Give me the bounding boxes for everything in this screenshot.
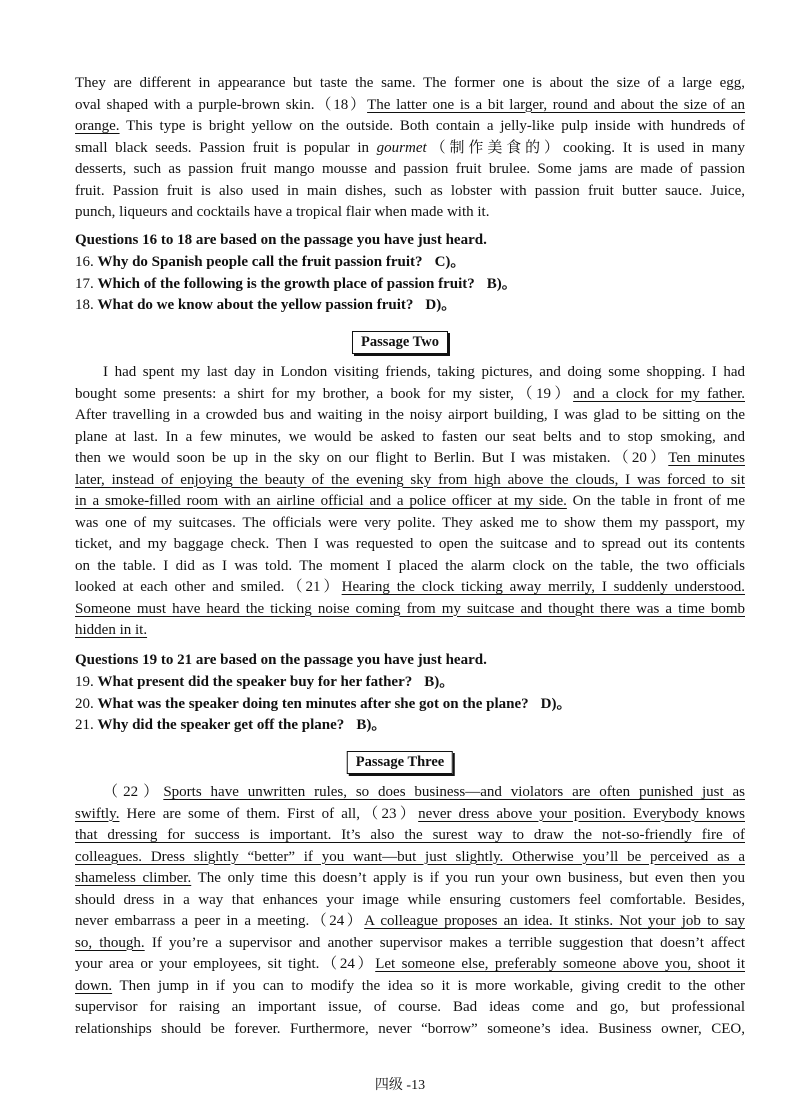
underlined-answer-text: so, though. — [75, 934, 145, 951]
text-line — [75, 599, 745, 621]
text-line — [75, 448, 745, 470]
text-segment: oval shaped with a purple-brown skin.（18） — [75, 96, 368, 113]
text-line — [75, 95, 745, 117]
question-answer: D)。 — [540, 695, 572, 712]
text-line — [75, 181, 745, 203]
underlined-answer-text: down. — [75, 977, 113, 994]
text-segment: your area or your employees, sit tight.（24） — [75, 956, 376, 972]
passage-one-ending — [75, 73, 745, 224]
text-segment: This type is bright yellow on the outside. Both contain a jelly-like pulp inside with hundreds of — [119, 118, 745, 134]
text-segment: looked at each other and smiled.（21） — [75, 579, 342, 595]
text-segment: Then jump in if you can to modify the idea so it is more workable, giving credit to the other — [112, 977, 745, 994]
text-segment: They are different in appearance but taste the same. The former one is about the size of a large egg, — [75, 75, 745, 91]
question-item — [75, 694, 745, 716]
text-segment: punch, liqueurs and cocktails have a tropical flair when made with it. — [75, 204, 490, 220]
text-line — [75, 976, 745, 998]
text-line — [75, 577, 745, 599]
questions-heading: Questions 16 to 18 are based on the passage you have just heard. — [75, 232, 487, 248]
question-item — [75, 295, 745, 317]
text-segment: supervisor for raising an important issue, of course. Bad ideas come and go, but professional — [75, 999, 745, 1015]
text-line — [75, 405, 745, 427]
question-item — [75, 274, 745, 296]
question-item — [75, 672, 745, 694]
section-title-passage-two: Passage Two — [352, 331, 448, 354]
page-number: 四级 -13 — [374, 1078, 426, 1093]
underlined-answer-text: colleagues. Dress slightly “better” if you want—but just slightly. Otherwise you’ll be perceived as a — [75, 848, 745, 865]
text-line — [75, 782, 745, 804]
questions-16-18 — [75, 230, 745, 317]
text-line — [75, 427, 745, 449]
underlined-answer-text: that dressing for success is important. It’s also the surest way to draw the not-so-friendly fire of — [75, 827, 745, 843]
text-segment: （制作美食的）cooking. It is used in many — [426, 139, 745, 156]
text-line — [75, 491, 745, 513]
text-line — [75, 954, 745, 976]
text-segment: bought some presents: a shirt for my brother, a book for my sister,（19） — [75, 385, 574, 402]
text-segment: Here are some of them. First of all,（23） — [119, 805, 419, 822]
text-segment: ticket, and my baggage check. Then I was requested to open the suitcase and to spread out its contents — [75, 536, 745, 552]
text-line — [75, 825, 745, 847]
text-segment: If you’re a supervisor and another supervisor makes a terrible suggestion that doesn’t affect — [144, 934, 745, 951]
text-segment: desserts, such as passion fruit mango mousse and passion fruit brulee. Some jams are made of passion — [75, 161, 745, 177]
text-line — [75, 116, 745, 138]
question-text: Why did the speaker get off the plane? — [97, 717, 345, 734]
text-line — [75, 847, 745, 869]
question-answer: B)。 — [486, 275, 517, 292]
text-segment: small black seeds. Passion fruit is popular in — [75, 139, 377, 156]
question-answer: D)。 — [425, 297, 457, 314]
text-segment: on the table. I did as I was told. The moment I placed the alarm clock on the table, the two officials — [75, 557, 745, 574]
underlined-answer-text: Sports have unwritten rules, so does business—and violators are often punished just as — [163, 784, 745, 800]
text-line — [75, 73, 745, 95]
question-text: Why do Spanish people call the fruit passion fruit? — [97, 253, 423, 270]
underlined-answer-text: A colleague proposes an idea. It stinks. Not your job to say — [364, 913, 746, 929]
question-item — [75, 252, 745, 274]
text-line — [75, 933, 745, 955]
text-segment: After travelling in a crowded bus and waiting in the noisy airport building, I was glad to be sitting on the — [75, 407, 745, 423]
text-segment: plane at last. In a few minutes, we would be asked to fasten our seat belts and to stop smoking, and — [75, 428, 745, 445]
text-line — [75, 470, 745, 492]
section-title-passage-three: Passage Three — [347, 751, 453, 774]
text-line — [75, 138, 745, 160]
question-number: 20. — [75, 695, 94, 712]
text-line — [75, 513, 745, 535]
underlined-answer-text: shameless climber. — [75, 870, 192, 886]
underlined-answer-text: Hearing the clock ticking away merrily, I suddenly understood. — [341, 579, 745, 595]
text-segment: relationships should be forever. Furthermore, never “borrow” someone’s idea. Business owner, CEO, — [75, 1020, 745, 1037]
text-line — [75, 1019, 745, 1041]
italic-term: gourmet — [376, 139, 427, 156]
text-segment: The only time this doesn’t apply is if you run your own business, but even then you — [191, 870, 745, 886]
passage-two — [75, 362, 745, 642]
text-line — [75, 556, 745, 578]
question-number: 21. — [75, 717, 94, 734]
underlined-answer-text: Let someone else, preferably someone above you, shoot it — [375, 956, 745, 972]
text-line — [75, 890, 745, 912]
question-number: 16. — [75, 253, 94, 270]
question-number: 18. — [75, 297, 94, 314]
underlined-answer-text: orange. — [75, 118, 120, 134]
underlined-answer-text: later, instead of enjoying the beauty of the evening sky from high above the clouds, I was forced to sit — [75, 471, 745, 488]
underlined-answer-text: and a clock for my father. — [573, 385, 745, 402]
text-segment: then we would soon be up in the sky on our flight to Berlin. But I was mistaken.（20） — [75, 450, 669, 466]
text-segment: I had spent my last day in London visiting friends, taking pictures, and doing some shopping. I had — [103, 364, 745, 380]
question-number: 19. — [75, 673, 94, 690]
text-line — [75, 911, 745, 933]
underlined-answer-text: in a smoke-filled room with an airline official and a police officer at my side. — [75, 493, 567, 509]
text-segment: should dress in a way that enhances your image while ensuring customers feel comfortable. Besides, — [75, 891, 745, 908]
text-line — [75, 159, 745, 181]
underlined-answer-text: Ten minutes — [668, 450, 745, 466]
underlined-answer-text: Someone must have heard the ticking noise coming from my suitcase and thought there was a time bomb — [75, 600, 745, 617]
text-line — [75, 804, 745, 826]
underlined-answer-text: hidden in it. — [75, 622, 148, 638]
question-answer: B)。 — [424, 673, 455, 690]
question-answer: C)。 — [434, 253, 466, 270]
question-text: What do we know about the yellow passion fruit? — [97, 297, 414, 314]
text-line — [75, 362, 745, 384]
question-text: Which of the following is the growth place of passion fruit? — [97, 275, 475, 292]
question-text: What was the speaker doing ten minutes after she got on the plane? — [97, 695, 529, 712]
text-segment: was one of my suitcases. The officials were very polite. They asked me to show them my passport, my — [75, 514, 745, 531]
text-segment: fruit. Passion fruit is also used in main dishes, such as lobster with passion fruit butter sauce. Juice, — [75, 182, 745, 199]
text-line — [75, 997, 745, 1019]
text-segment: On the table in front of me — [566, 493, 745, 509]
text-segment: never embarrass a peer in a meeting.（24） — [75, 913, 365, 929]
text-line — [75, 868, 745, 890]
passage-three — [75, 782, 745, 1040]
text-line — [75, 620, 745, 642]
underlined-answer-text: The latter one is a bit larger, round and about the size of an — [367, 96, 746, 113]
text-line — [75, 202, 745, 224]
question-text: What present did the speaker buy for her father? — [97, 673, 413, 690]
question-number: 17. — [75, 275, 94, 292]
text-segment: （22） — [103, 784, 164, 800]
question-item — [75, 715, 745, 737]
questions-heading: Questions 19 to 21 are based on the passage you have just heard. — [75, 652, 487, 668]
text-line — [75, 534, 745, 556]
text-line — [75, 384, 745, 406]
underlined-answer-text: never dress above your position. Everybody knows — [418, 805, 745, 822]
underlined-answer-text: swiftly. — [75, 805, 120, 822]
questions-19-21 — [75, 650, 745, 737]
question-answer: B)。 — [356, 717, 387, 734]
